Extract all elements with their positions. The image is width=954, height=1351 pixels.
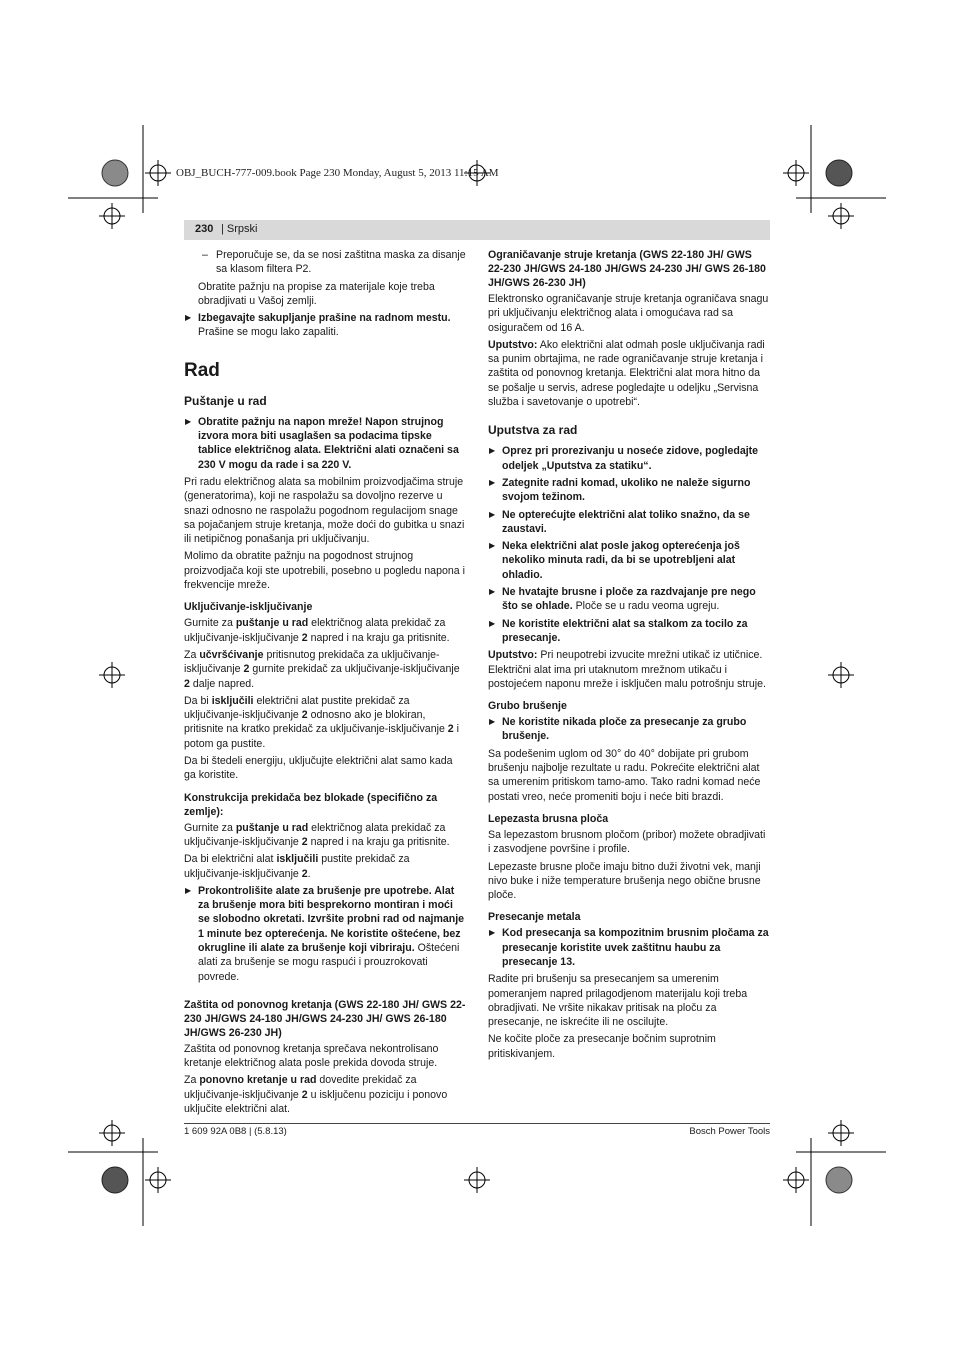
arrow-right-icon: ▶ [489,618,496,628]
heading-rough-grinding: Grubo brušenje [488,700,567,713]
arrow-right-icon: ▶ [489,587,496,597]
arrow-right-icon: ▶ [489,541,496,551]
arrow-right-icon: ▶ [489,477,496,487]
footer-doc-number: 1 609 92A 0B8 | (5.8.13) [184,1126,287,1137]
paragraph: Ne kočite ploče za presecanje bočnim suprotnim pritiskivanjem. [488,1033,716,1060]
arrow-right-icon: ▶ [489,717,496,727]
heading-switch: Uključivanje-isključivanje [184,601,313,614]
paragraph: Obratite pažnju na propise za materijale koje treba obradjivati u Vašoj zemlji. [198,280,435,307]
paragraph: Za učvršćivanje pritisnutog prekidača za uključivanje-isključivanje 2 gurnite prekidač za uključivanje-isključivanje 2 dalje napred. [184,648,460,690]
paragraph: Sa podešenim uglom od 30° do 40° dobijate pri grubom brušenju najbolje rezultate u radu. Pokrećite električni alat sa umerenim pritiskom tamo-amo. Tako radni komad neće postati vreo, neće promeniti boju i neće biti brazdi. [488,747,761,803]
paragraph: Uputstvo: Ako električni alat odmah posle uključivanja radi sa punim obrtajima, ne rade ograničavanje struje kretanja i zaštita od ponovnog kretanja. Električni alat mora hitno da se pošalje u servis, adrese pogledajte u odeljku „Servisna služba i savetovanje o upotrebi“. [488,338,765,409]
section-title: Rad [184,359,220,381]
bullet-bold: Izbegavajte sakupljanje prašine na radnom mestu. [198,312,451,325]
heading-cutting-metal: Presecanje metala [488,911,581,924]
bullet-item: ▶ Zategnite radni komad, ukoliko ne naleže sigurno svojom težinom. [489,476,751,504]
arrow-right-icon: ▶ [489,446,496,456]
bullet-item [184,884,466,984]
header-language: | Srpski [221,223,258,235]
paragraph: Radite pri brušenju sa presecanjem sa umerenim pomeranjem napred prilagodjenom materijalu koji treba obradjivati. Ne vršite nikakav pritisak na ploču za presecanje, ne iskrećite ili ne oscilujte. [488,973,748,1029]
dash-glyph: – [202,249,208,261]
paragraph: Da bi električni alat isključili pustite prekidač za uključivanje-isključivanje 2. [184,853,410,880]
bullet-bold: Prokontrolišite alate za brušenje pre upotrebe. Alat za brušenje mora biti besprekorno montiran i moći se slobodno okretati. Izvršite probni rad od najmanje 1 minute bez opterećenja. Ne koristite oštećene, bez okrugline ili alate za brušenje koji vibriraju. [198,884,465,954]
paragraph: Gurnite za puštanje u rad električnog alata prekidač za uključivanje-isključivanje 2 napred i na kraju ga pritisnite. [184,617,450,644]
bullet-item [184,415,466,472]
paragraph: Gurnite za puštanje u rad električnog alata prekidač za uključivanje-isključivanje 2 napred i na kraju ga pritisnite. [184,821,450,848]
arrow-right-icon: ▶ [185,885,192,895]
arrow-right-icon: ▶ [489,928,496,938]
bullet-item: ▶ Ne koristite električni alat sa stalkom za tocilo za presecanje. [489,617,748,644]
subsection-title: Uputstva za rad [488,423,578,438]
bullet-item: ▶ Kod presecanja sa kompozitnim brusnim pločama za presecanje koristite uvek zaštitnu haubu za presecanje 13. [489,927,769,968]
bullet-item: ▶ Ne opterećujte električni alat toliko snažno, da se zaustavi. [489,508,750,535]
paragraph: Za ponovno kretanje u rad dovedite prekidač za uključivanje-isključivanje 2 u isključenu poziciju i ponovo uključite električni alat. [184,1074,448,1116]
paragraph: Da bi isključili električni alat pustite prekidač za uključivanje-isključivanje 2 odnosno ako je blokiran, pritisnite na kratko prekidač za uključivanje-isključivanje 2 i potom ga pustite. [184,694,459,750]
paragraph: Molimo da obratite pažnju na pogodnost strujnog proizvodjača koji ste upotrebili, posebno u pogledu napona i frekvencije mreže. [184,550,465,592]
heading-switch-construction: Konstrukcija prekidača bez blokade (specifično za zemlje): [184,791,438,818]
bullet-text: Oštećeni alati za brušenje se mogu raspući i prouzrokovati povrede. [198,941,460,983]
bullet-item: ▶ Neka električni alat posle jakog opterećenja još nekoliko minuta radi, da bi se upotrebljeni alat ohladio. [489,540,740,581]
print-info: OBJ_BUCH-777-009.book Page 230 Monday, August 5, 2013 11:15 AM [176,167,499,179]
paragraph: Pri radu električnog alata sa mobilnim proizvodjačima struje (generatorima), koji ne raspolažu sa dovoljno rezerve u snazi odnosno ne raspolažu pogodnom regulacijom snage sa pojačanjem struje kretanja, može doći do gubitka u snazi ili netipičnog ponašanja pri uključivanju. [184,475,465,546]
paragraph: Elektronsko ograničavanje struje kretanja ograničava snagu pri uključivanju električnog alata i omogućava rad sa osiguračem od 16 A. [488,293,769,334]
heading-restart-protection: Zaštita od ponovnog kretanja (GWS 22-180 JH/ GWS 22-230 JH/GWS 24-180 JH/GWS 24-230 JH/ GWS 26-180 JH/GWS 26-230 JH) [184,998,466,1039]
bullet-bold: Obratite pažnju na napon mreže! Napon strujnog izvora mora biti usaglašen sa podacima tipske tablice električnog alata. Električni alati označeni sa 230 V mogu da rade i sa 220 V. [198,415,459,471]
bullet-item [184,311,466,340]
heading-flap-disc: Lepezasta brusna ploča [488,812,609,825]
dash-item [184,248,466,277]
footer-brand: Bosch Power Tools [689,1126,770,1137]
bullet-item: ▶ Ne hvatajte brusne i ploče za razdvajanje pre nego što se ohlade. Ploče se u radu veoma ugreju. [489,586,756,613]
paragraph: Da bi štedeli energiju, uključujte električni alat samo kada ga koristite. [184,755,453,782]
bullet-item: ▶ Ne koristite nikada ploče za presecanje za grubo brušenje. [489,716,747,743]
arrow-right-icon: ▶ [489,509,496,519]
subsection-title: Puštanje u rad [184,393,267,408]
bullet-item: ▶ Oprez pri prorezivanju u noseće zidove, pogledajte odeljek „Uputstva za statiku“. [489,445,759,472]
dash-text: Preporučuje se, da se nosi zaštitna maska za disanje sa klasom filtera P2. [216,249,466,276]
page-number: 230 [195,223,214,235]
paragraph: Uputstvo: Pri neupotrebi izvucite mrežni utikač iz utičnice. Električni alat ima pri utaknutom mrežnom utikaču i postojećem naponu mreže i isključen malu potrošnju struje. [488,649,766,690]
footer-rule [184,1123,770,1124]
right-column [488,248,770,1064]
paragraph: Sa lepezastom brusnom pločom (pribor) možete obradjivati i zasvodjene površine i profile. [488,828,766,856]
page-header [184,220,770,240]
left-column [184,248,466,1119]
arrow-right-icon: ▶ [185,313,192,323]
bullet-text: Prašine se mogu lako zapaliti. [198,326,339,339]
paragraph: Zaštita od ponovnog kretanja sprečava nekontrolisano kretanje električnog alata posle prekida dovoda struje. [184,1042,439,1070]
heading-current-limit: Ograničavanje struje kretanja (GWS 22-180 JH/ GWS 22-230 JH/GWS 24-180 JH/GWS 24-230 JH/ GWS 26-180 JH/GWS 26-230 JH) [488,249,766,289]
paragraph: Lepezaste brusne ploče imaju bitno duži životni vek, manji nivo buke i niže temperature brušenja nego obične brusne ploče. [488,860,761,902]
language-label: Srpski [226,223,258,235]
arrow-right-icon: ▶ [185,416,192,426]
